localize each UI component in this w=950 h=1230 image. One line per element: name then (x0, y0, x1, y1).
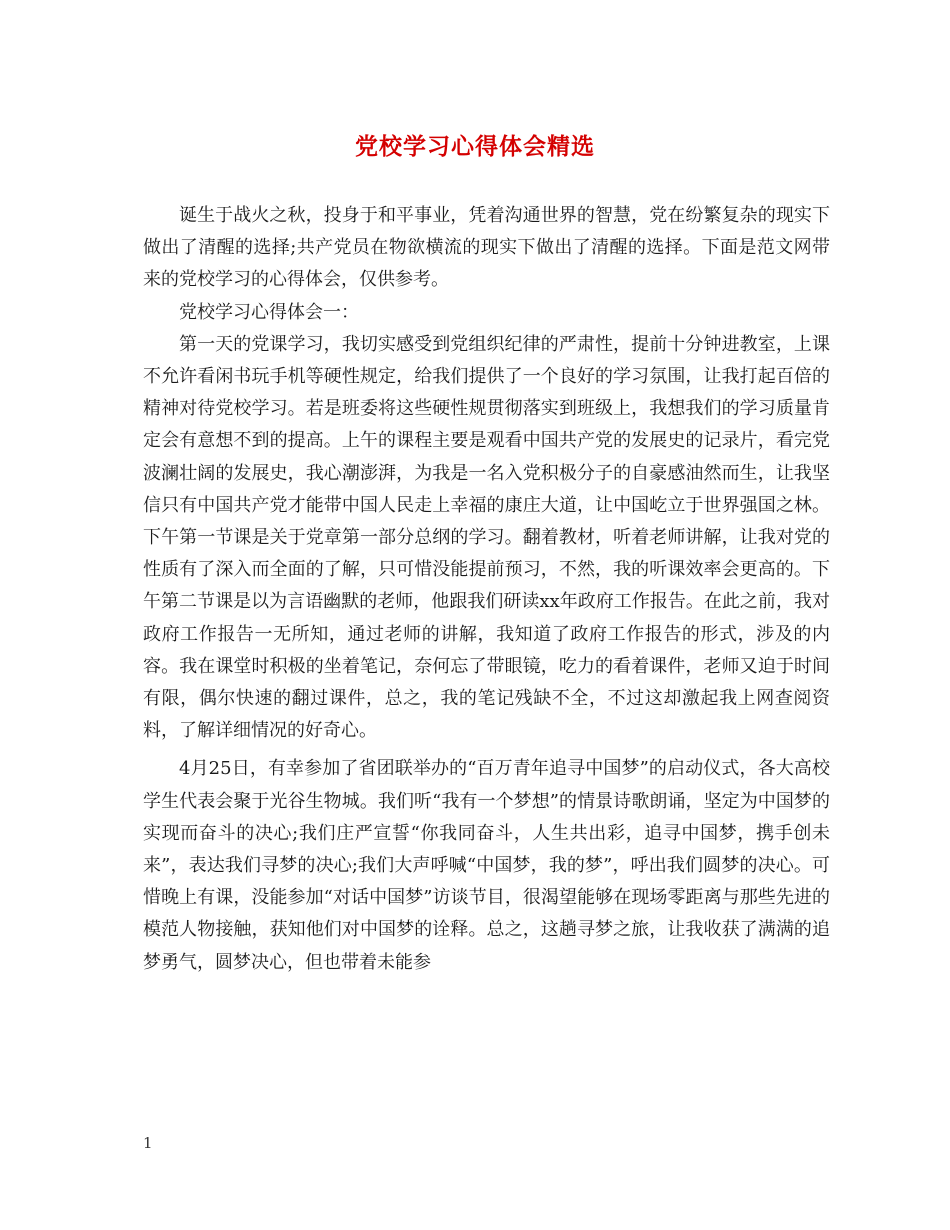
paragraph-intro: 诞生于战火之秋，投身于和平事业，凭着沟通世界的智慧，党在纷繁复杂的现实下做出了清醒的选择;共产党员在物欲横流的现实下做出了清醒的选择。下面是范文网带来的党校学习的心得体会，仅供参考。 (143, 205, 830, 291)
paragraph-first-day: 第一天的党课学习，我切实感受到党组织纪律的严肃性，提前十分钟进教室，上课不允许看闲书玩手机等硬性规定，给我们提供了一个良好的学习氛围，让我打起百倍的精神对待党校学习。若是班委将这些硬性规贯彻落实到班级上，我想我们的学习质量肯定会有意想不到的提高。上午的课程主要是观看中国共产党的发展史的记录片，看完党波澜壮阔的发展史，我心潮澎湃，为我是一名入党积极分子的自豪感油然而生，让我坚信只有中国共产党才能带中国人民走上幸福的康庄大道，让中国屹立于世界强国之林。下午第一节课是关于党章第一部分总纲的学习。翻着教材，听着老师讲解，让我对党的性质有了深入而全面的了解，只可惜没能提前预习，不然，我的听课效率会更高的。下午第二节课是以为言语幽默的老师，他跟我们研读xx年政府工作报告。在此之前，我对政府工作报告一无所知，通过老师的讲解，我知道了政府工作报告的形式，涉及的内容。我在课堂时积极的坐着笔记，奈何忘了带眼镜，吃力的看着课件，老师又迫于时间有限，偶尔快速的翻过课件，总之，我的笔记残缺不全，不过这却激起我上网查阅资料，了解详细情况的好奇心。 (143, 333, 830, 742)
document-body (143, 200, 830, 979)
paragraph-section-heading: 党校学习心得体会一： (179, 301, 359, 323)
document-title: 党校学习心得体会精选 (355, 133, 595, 160)
paragraph-april-25: 4月25日，有幸参加了省团联举办的“百万青年追寻中国梦”的启动仪式，各大高校学生代表会聚于光谷生物城。我们听“我有一个梦想”的情景诗歌朗诵，坚定为中国梦的实现而奋斗的决心;我们庄严宣誓“你我同奋斗，人生共出彩，追寻中国梦，携手创未来”，表达我们寻梦的决心;我们大声呼喊“中国梦，我的梦”，呼出我们圆梦的决心。可惜晚上有课，没能参加“对话中国梦”访谈节目，很渴望能够在现场零距离与那些先进的模范人物接触，获知他们对中国梦的诠释。总之，这趟寻梦之旅，让我收获了满满的追梦勇气，圆梦决心，但也带着未能参 (143, 758, 830, 973)
page-number: 1 (143, 1134, 153, 1152)
